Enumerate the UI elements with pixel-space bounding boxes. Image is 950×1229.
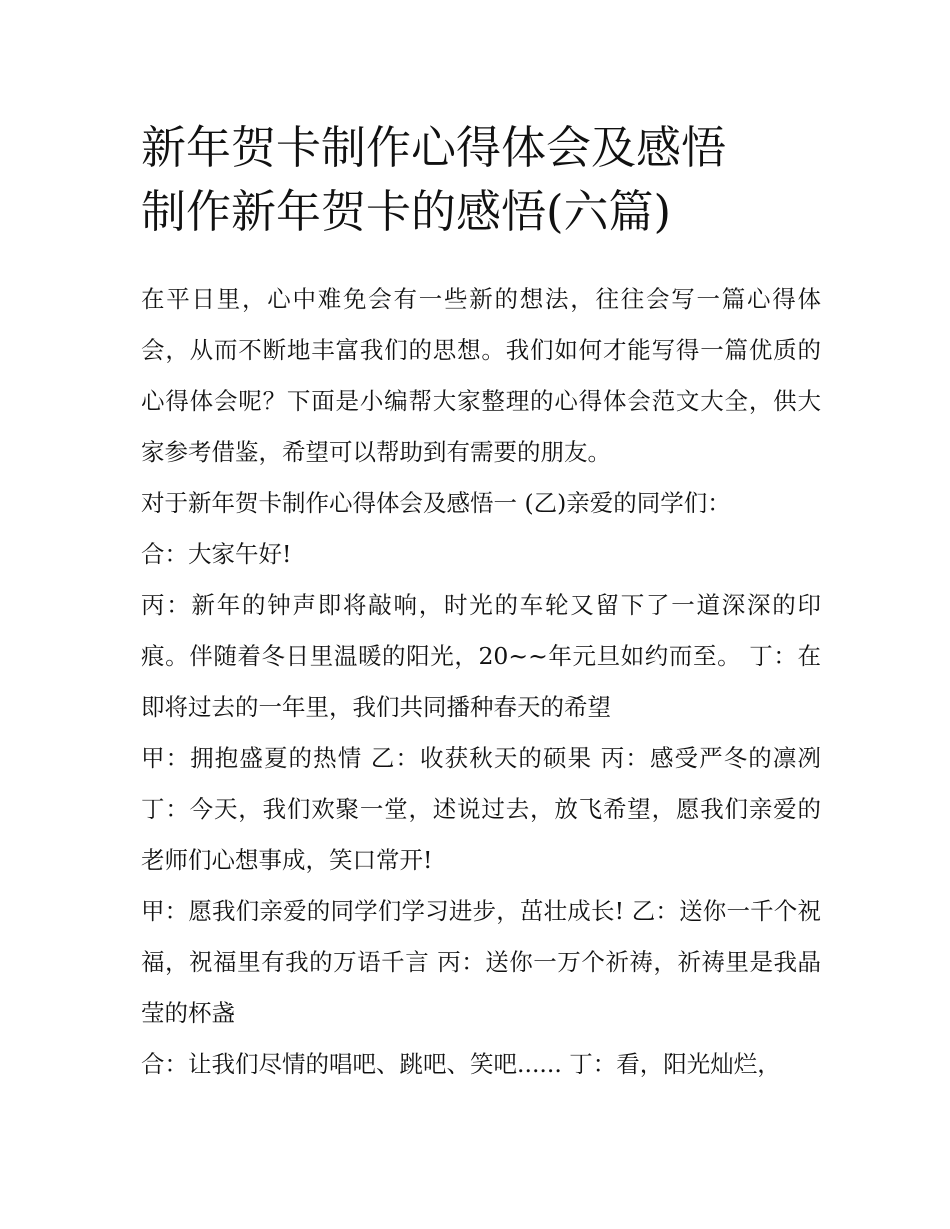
document-body [141, 274, 821, 1090]
paragraph-intro: 在平日里，心中难免会有一些新的想法，往往会写一篇心得体会，从而不断地丰富我们的思想。我们如何才能写得一篇优质的心得体会呢？下面是小编帮大家整理的心得体会范文大全，供大家参考借鉴，希望可以帮助到有需要的朋友。 [141, 285, 821, 466]
title-line-2: 制作新年贺卡的感悟(六篇) [141, 185, 672, 238]
paragraph-6: 甲：愿我们亲爱的同学们学习进步，茁壮成长! 乙：送你一千个祝福，祝福里有我的万语千言 丙：送你一万个祈祷，祈祷里是我晶莹的杯盏 [141, 897, 821, 1027]
paragraph-4: 丙：新年的钟声即将敲响，时光的车轮又留下了一道深深的印痕。伴随着冬日里温暖的阳光，20~~年元旦如约而至。 丁：在即将过去的一年里，我们共同播种春天的希望 [141, 591, 821, 721]
title-line-1: 新年贺卡制作心得体会及感悟 [141, 121, 727, 174]
paragraph-heading-1: 对于新年贺卡制作心得体会及感悟一 (乙)亲爱的同学们： [141, 489, 731, 517]
document-content [141, 116, 821, 1090]
paragraph-7: 合：让我们尽情的唱吧、跳吧、笑吧...... 丁：看，阳光灿烂， [141, 1050, 781, 1078]
document-title [141, 116, 821, 244]
paragraph-3: 合：大家午好! [141, 540, 292, 568]
paragraph-5: 甲：拥抱盛夏的热情 乙：收获秋天的硕果 丙：感受严冬的凛冽 丁：今天，我们欢聚一堂，述说过去，放飞希望，愿我们亲爱的老师们心想事成，笑口常开! [141, 744, 821, 874]
